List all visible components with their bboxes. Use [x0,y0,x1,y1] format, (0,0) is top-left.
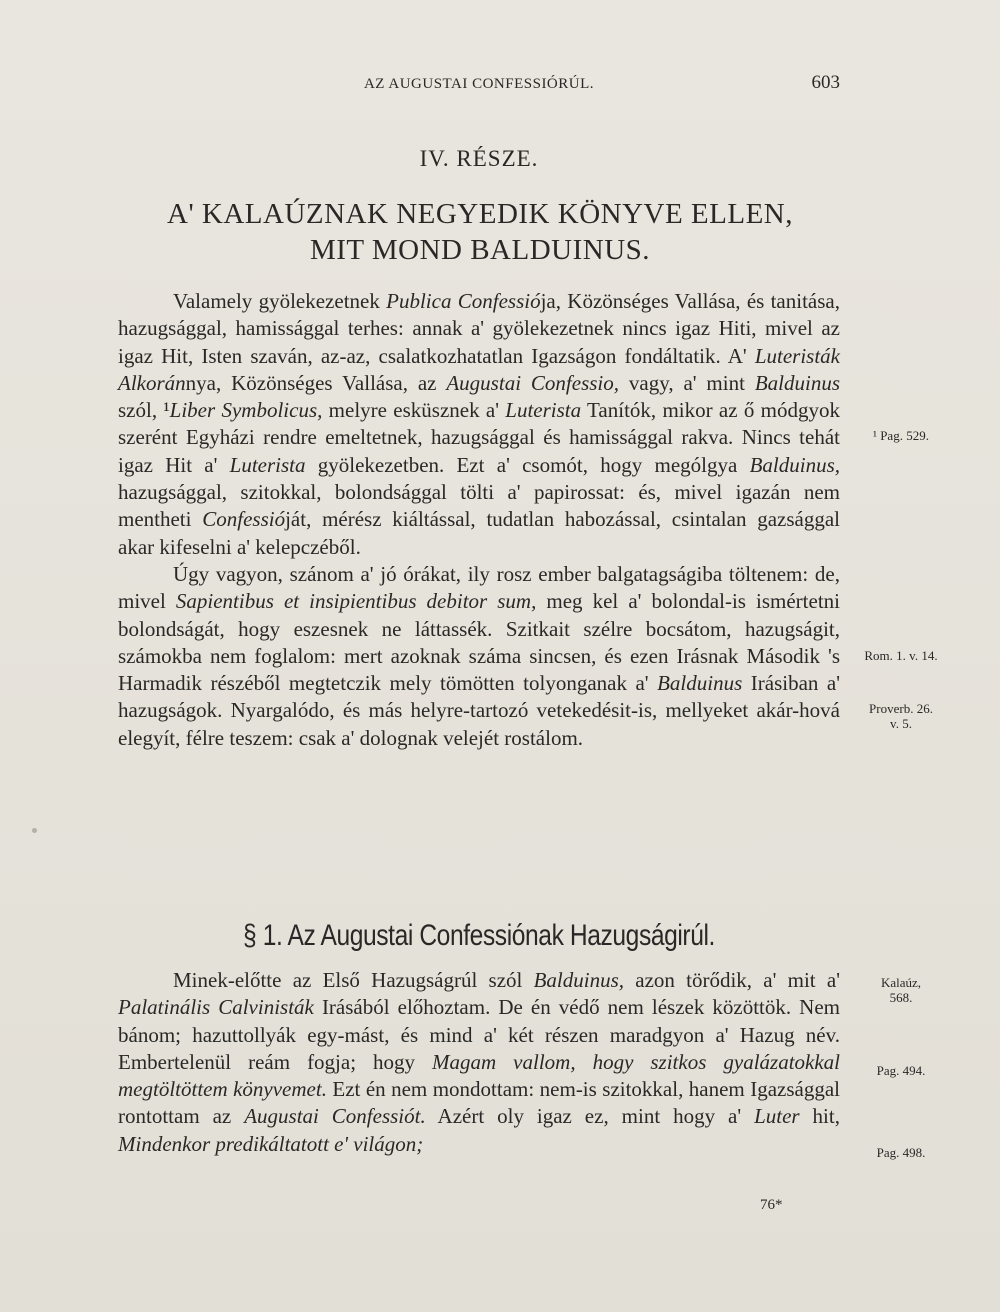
italic-phrase: Balduinus, [533,968,625,992]
margin-note-kalauz [846,975,956,1005]
signature-mark: 76* [760,1197,783,1213]
chapter-title-line-1: A' KALAÚZNAK NEGYEDIK KÖNYVE ELLEN, [167,198,793,230]
text-block-2 [118,967,840,1158]
italic-phrase: Augustai Confessiót. [244,1104,426,1129]
italic-phrase: Augustai Confessio, [446,370,619,395]
italic-phrase: Balduinus [657,671,743,696]
paragraph-1: Valamely gyölekezetnek Publica Confessiója, Közönséges Vallása, és tanitása, hazugsággal, hamissággal terhes: annak a' gyölekezetnek nincs igaz Hiti, mivel az igaz Hit, Isten szaván, az-az, csalatkozhatatlan Igazságon fondáltatik. A' Luteristák Alkoránnya, Közönséges Vallása, az Augustai Confessio, vagy, a' mint Balduinus szól, ¹Liber Symbolicus, melyre esküsznek a' Luterista Tanítók, mikor az ő módgyok szerént Egyházi rendre emeltetnek, hazugsággal és hamissággal rakva. Nincs tehát igaz Hit a' Luterista gyölekezetben. Ezt a' csomót, hogy mególgya Balduinus, hazugsággal, szitokkal, bolondsággal tölti a' papirossat: és, mivel igazán nem mentheti Confessióját, mérész kiáltással, tudatlan habozással, csintalan gazsággal akar kifeselni a' kelepczéből. [118,289,840,559]
italic-phrase: Magam vallom, hogy szitkos gyalázatokkal megtöltöttem könyvemet. [118,1049,841,1102]
running-title: AZ AUGUSTAI CONFESSIÓRÚL. [363,76,595,92]
italic-phrase: Luterista [229,452,306,477]
section-heading: § 1. Az Augustai Confessiónak Hazugságirúl. [243,919,715,952]
margin-note-proverb-line-2: v. 5. [890,716,912,731]
italic-phrase: Mindenkor predikáltatott e' világon; [118,1131,424,1156]
italic-phrase: Confessió [202,507,286,532]
running-head [118,70,840,96]
margin-note-pag-529: ¹ Pag. 529. [873,428,929,443]
chapter-title-line-2: MIT MOND BALDUINUS. [309,234,651,266]
text-block-1 [118,288,840,752]
margin-note-rom: Rom. 1. v. 14. [864,648,938,663]
margin-note-kalauz-line-2: 568. [889,990,913,1005]
paper-speck [32,828,37,833]
paragraph-3: Minek-előtte az Első Hazugságrúl szól Balduinus, azon törődik, a' mit a' Palatinális Calvinisták Irásából előhoztam. De én védő nem lészek közöttök. Nem bánom; hazuttollyák egy-mást, és mind a' két részen maradgyon a' Hazug név. Embertelenül reám fogja; hogy Magam vallom, hogy szitkos gyalázatokkal megtöltöttem könyvemet. Ezt én nem mondottam: nem-is szitokkal, hanem Igazsággal rontottam az Augustai Confessiót. Azért oly igaz ez, mint hogy a' Luter hit, Mindenkor predikáltatott e' világon; [118,968,841,1156]
chapter-title [100,196,860,268]
italic-phrase: Luter [754,1104,800,1129]
italic-phrase: Luteristák Alkorán [118,343,840,395]
italic-phrase: Sapientibus et insipientibus debitor sum, [175,589,537,614]
italic-phrase: Luterista [505,398,582,423]
paragraph-2: Úgy vagyon, szánom a' jó órákat, ily rosz ember balgatagságiba töltenem: de, mivel Sapientibus et insipientibus debitor sum, meg kel a' bolondal-is ismértetni bolondságát, hogy eszesnek ne láttassék. Szitkait szélre bocsátom, hazugságit, számokba nem foglalom: mert azoknak száma sincsen, és ezen Irásnak Második 's Harmadik részéből megtetczik mely tömötten tolyonganak a' Balduinus Irásiban a' hazugságok. Nyargalódo, és más helyre-tartozó vetekedésit-is, mellyeket akár-hová elegyít, félre teszem: csak a' dolognak velejét rostálom. [118,561,840,750]
part-heading: IV. RÉSZE. [419,146,539,171]
italic-phrase: Liber Symbolicus, [169,398,323,423]
margin-note-proverb [846,701,956,731]
margin-note-pag-494: Pag. 494. [876,1063,926,1078]
italic-phrase: Palatinális Calvinisták [118,995,314,1020]
italic-phrase: Balduinus [754,370,840,395]
margin-note-pag-498: Pag. 498. [876,1145,926,1160]
margin-note-kalauz-line-1: Kalaúz, [880,975,922,990]
italic-phrase: Publica Confessió [386,289,541,313]
italic-phrase: Balduinus, [749,452,840,477]
margin-note-proverb-line-1: Proverb. 26. [869,701,933,716]
page-number: 603 [811,72,840,93]
